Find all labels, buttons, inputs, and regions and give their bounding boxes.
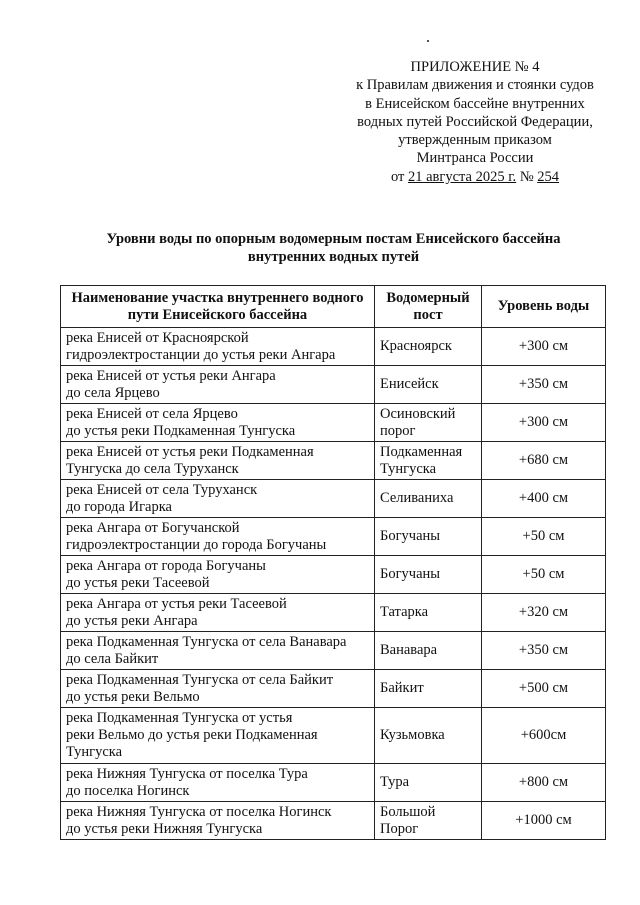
cell-post: Ванавара xyxy=(375,632,482,670)
cell-section: река Нижняя Тунгуска от поселка Тура до поселка Ногинск xyxy=(61,764,375,802)
cell-post: Осиновский порог xyxy=(375,404,482,442)
table-row xyxy=(61,708,606,764)
table-row xyxy=(61,518,606,556)
table-row xyxy=(61,764,606,802)
cell-post: Большой Порог xyxy=(375,802,482,840)
cell-post: Подкаменная Тунгуска xyxy=(375,442,482,480)
cell-section: река Ангара от города Богучаны до устья реки Тасеевой xyxy=(61,556,375,594)
cell-post: Богучаны xyxy=(375,518,482,556)
cell-section: река Нижняя Тунгуска от поселка Ногинск до устья реки Нижняя Тунгуска xyxy=(61,802,375,840)
cell-section: река Ангара от Богучанской гидроэлектростанции до города Богучаны xyxy=(61,518,375,556)
cell-section: река Подкаменная Тунгуска от села Ванавара до села Байкит xyxy=(61,632,375,670)
document-title: Уровни воды по опорным водомерным постам Енисейского бассейна внутренних водных путей xyxy=(106,231,561,265)
table-row xyxy=(61,556,606,594)
appendix-line: утвержденным приказом xyxy=(398,132,552,149)
header-post: Водомерный пост xyxy=(375,286,482,328)
scan-speck xyxy=(427,40,429,42)
cell-level: +500 см xyxy=(482,670,606,708)
cell-section: река Енисей от села Туруханск до города Игарка xyxy=(61,480,375,518)
appendix-line: к Правилам движения и стоянки судов xyxy=(356,77,594,94)
cell-section: река Енисей от села Ярцево до устья реки Подкаменная Тунгуска xyxy=(61,404,375,442)
cell-level: +350 см xyxy=(482,632,606,670)
cell-level: +1000 см xyxy=(482,802,606,840)
cell-section: река Подкаменная Тунгуска от села Байкит до устья реки Вельмо xyxy=(61,670,375,708)
table-row xyxy=(61,594,606,632)
cell-level: +50 см xyxy=(482,556,606,594)
appendix-date-line xyxy=(330,168,620,186)
appendix-title: ПРИЛОЖЕНИЕ № 4 xyxy=(410,59,540,75)
appendix-line: водных путей Российской Федерации, xyxy=(357,113,593,130)
table-row xyxy=(61,480,606,518)
cell-level: +600см xyxy=(482,708,606,764)
order-date: 21 августа 2025 г. xyxy=(408,168,517,185)
table-row xyxy=(61,802,606,840)
header-level: Уровень воды xyxy=(482,286,606,328)
table-row xyxy=(61,366,606,404)
cell-post: Селиваниха xyxy=(375,480,482,518)
table-row xyxy=(61,404,606,442)
appendix-line: Минтранса России xyxy=(416,150,534,167)
table-row xyxy=(61,442,606,480)
date-prefix: от xyxy=(390,168,405,185)
header-section: Наименование участка внутреннего водного пути Енисейского бассейна xyxy=(61,286,375,328)
number-prefix: № xyxy=(519,168,534,185)
cell-section: река Ангара от устья реки Тасеевой до устья реки Ангара xyxy=(61,594,375,632)
cell-post: Байкит xyxy=(375,670,482,708)
order-number: 254 xyxy=(537,168,560,185)
cell-post: Татарка xyxy=(375,594,482,632)
table-row xyxy=(61,328,606,366)
cell-level: +350 см xyxy=(482,366,606,404)
cell-post: Кузьмовка xyxy=(375,708,482,764)
water-levels-table xyxy=(60,285,606,840)
cell-level: +680 см xyxy=(482,442,606,480)
cell-level: +400 см xyxy=(482,480,606,518)
cell-level: +300 см xyxy=(482,404,606,442)
cell-section: река Енисей от устья реки Подкаменная Тунгуска до села Туруханск xyxy=(61,442,375,480)
cell-level: +50 см xyxy=(482,518,606,556)
cell-section: река Енисей от устья реки Ангара до села Ярцево xyxy=(61,366,375,404)
cell-post: Красноярск xyxy=(375,328,482,366)
cell-section: река Подкаменная Тунгуска от устья реки Вельмо до устья реки Подкаменная Тунгуска xyxy=(61,708,375,764)
cell-post: Енисейск xyxy=(375,366,482,404)
appendix-header xyxy=(330,58,620,186)
cell-section: река Енисей от Красноярской гидроэлектростанции до устья реки Ангара xyxy=(61,328,375,366)
cell-post: Богучаны xyxy=(375,556,482,594)
table-header-row xyxy=(61,286,606,328)
cell-level: +320 см xyxy=(482,594,606,632)
cell-level: +300 см xyxy=(482,328,606,366)
appendix-line: в Енисейском бассейне внутренних xyxy=(365,95,585,112)
table-row xyxy=(61,670,606,708)
table-row xyxy=(61,632,606,670)
cell-post: Тура xyxy=(375,764,482,802)
cell-level: +800 см xyxy=(482,764,606,802)
